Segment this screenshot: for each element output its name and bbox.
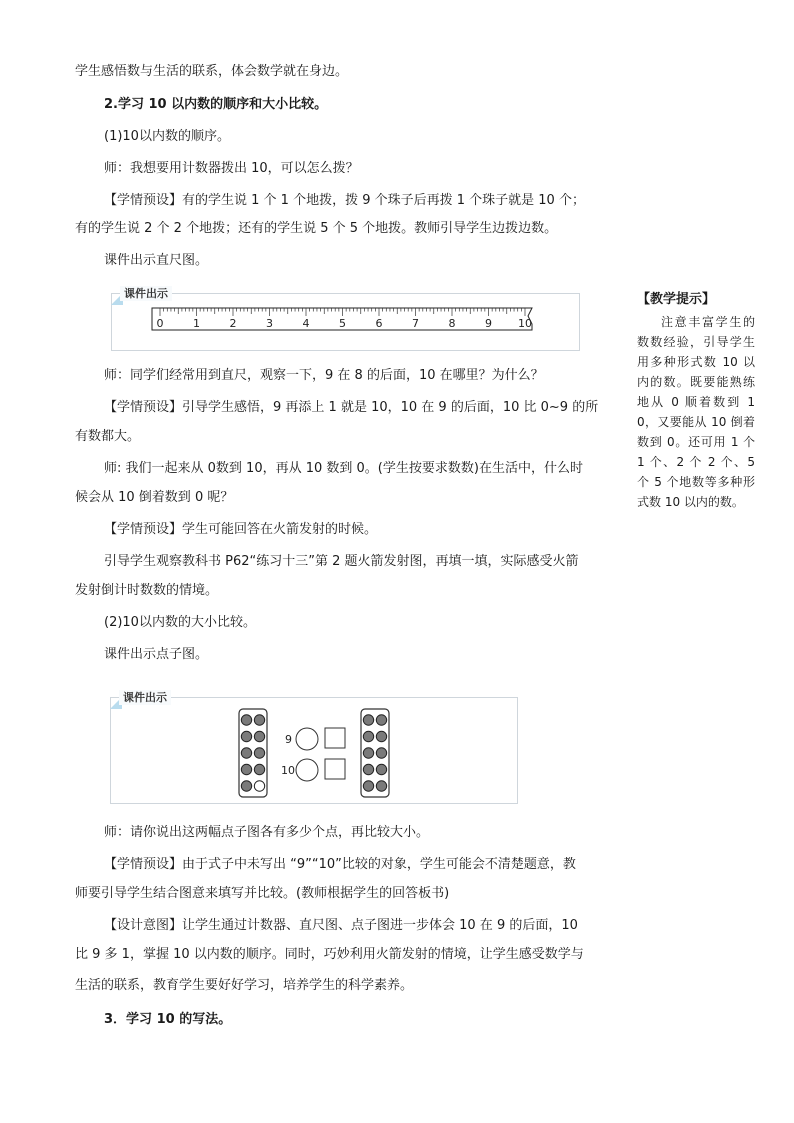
dot: [363, 748, 373, 758]
paragraph: 师: 我们一起来从 0数到 10，再从 10 数到 0。(学生按要求数数)在生活中，什么时: [104, 461, 583, 476]
paragraph: 师要引导学生结合图意来填写并比较。(教师根据学生的回答板书): [75, 886, 450, 901]
row-label-9: 9: [285, 733, 292, 746]
sidebar-body: 注意丰富学生的数数经验，引导学生用多种形式数 10 以内的数。既要能熟练地从 0 顺着数到 10，又要能从 10 倒着数到 0。还可用 1 个 1 个、2 个 2 个、5 个 5 个地数等多种形式数 10 以内的数。: [637, 315, 755, 509]
paragraph: 师：我想要用计数器拨出 10，可以怎么拨？: [104, 161, 359, 176]
dot: [241, 764, 251, 774]
paragraph: 课件出示直尺图。: [104, 253, 209, 268]
answer-box: [325, 759, 345, 779]
sidebar-title: 【教学提示】: [637, 292, 716, 307]
dot: [376, 764, 386, 774]
ruler-tick-label: 4: [302, 317, 310, 330]
ruler-tick-label: 9: [485, 317, 492, 330]
ruler-tick-label: 3: [266, 317, 273, 330]
paragraph: 师：同学们经常用到直尺，观察一下，9 在 8 的后面，10 在哪里？为什么？: [104, 368, 544, 383]
paragraph: 【学情预设】学生可能回答在火箭发射的时候。: [104, 522, 378, 537]
ruler-svg: [112, 294, 579, 350]
teaching-tip-sidebar: [637, 290, 755, 512]
subheading: (2)10以内数的大小比较。: [104, 615, 256, 630]
dot: [376, 781, 386, 791]
dot-card-svg: [111, 698, 517, 803]
row-label-10: 10: [281, 764, 295, 777]
dot: [376, 715, 386, 725]
paragraph: 学生感悟数与生活的联系，体会数学就在身边。: [75, 64, 349, 79]
section-heading: 3．学习 10 的写法。: [104, 1012, 232, 1027]
dot: [254, 781, 264, 791]
figure-tag: 课件出示: [120, 286, 172, 301]
subheading: (1)10以内数的顺序。: [104, 129, 230, 144]
paragraph: 引导学生观察教科书 P62“练习十三”第 2 题火箭发射图，再填一填，实际感受火箭: [104, 554, 579, 569]
answer-box: [325, 728, 345, 748]
dot: [241, 748, 251, 758]
dot: [376, 731, 386, 741]
ruler-tick-label: 10: [518, 317, 532, 330]
comparison-circle: [296, 759, 318, 781]
paragraph: 【学情预设】引导学生感悟，9 再添上 1 就是 10，10 在 9 的后面，10 比 0~9 的所: [104, 400, 599, 415]
ruler-tick-label: 7: [412, 317, 419, 330]
dot: [254, 731, 264, 741]
dot: [363, 764, 373, 774]
paragraph: 发射倒计时数数的情境。: [75, 583, 219, 598]
paragraph: 【学情预设】由于式子中未写出 “9”“10”比较的对象，学生可能会不清楚题意，教: [104, 857, 576, 872]
dot: [376, 748, 386, 758]
dot: [241, 781, 251, 791]
paragraph: 师：请你说出这两幅点子图各有多少个点，再比较大小。: [104, 825, 430, 840]
dot: [254, 748, 264, 758]
dot: [241, 715, 251, 725]
paragraph: 候会从 10 倒着数到 0 呢？: [75, 490, 234, 505]
paragraph: 生活的联系，教育学生要好好学习，培养学生的科学素养。: [75, 978, 414, 993]
paragraph: 课件出示点子图。: [104, 647, 209, 662]
ruler-tick-label: 1: [193, 317, 200, 330]
paragraph: 有的学生说 2 个 2 个地拨；还有的学生说 5 个 5 个地拨。教师引导学生边拨边数。: [75, 221, 558, 236]
dot: [254, 715, 264, 725]
ruler-tick-label: 0: [156, 317, 164, 330]
ruler-figure: [111, 287, 580, 351]
paragraph: 【设计意图】让学生通过计数器、直尺图、点子图进一步体会 10 在 9 的后面，10: [104, 918, 578, 933]
paragraph: 【学情预设】有的学生说 1 个 1 个地拨，拨 9 个珠子后再拨 1 个珠子就是 10 个；: [104, 193, 585, 208]
ruler-tick-label: 6: [375, 317, 383, 330]
dot-card-figure: [110, 691, 518, 804]
ruler-tick-label: 2: [229, 317, 237, 330]
section-heading: 2.学习 10 以内数的顺序和大小比较。: [104, 97, 328, 112]
dot: [363, 715, 373, 725]
comparison-circle: [296, 728, 318, 750]
figure-tag: 课件出示: [119, 690, 171, 705]
dot: [363, 781, 373, 791]
dot: [363, 731, 373, 741]
dot: [254, 764, 264, 774]
ruler-tick-label: 5: [339, 317, 346, 330]
paragraph: 比 9 多 1，掌握 10 以内数的顺序。同时，巧妙利用火箭发射的情境，让学生感受数学与: [75, 947, 584, 962]
dot: [241, 731, 251, 741]
paragraph: 有数都大。: [75, 429, 141, 444]
ruler-tick-label: 8: [448, 317, 456, 330]
